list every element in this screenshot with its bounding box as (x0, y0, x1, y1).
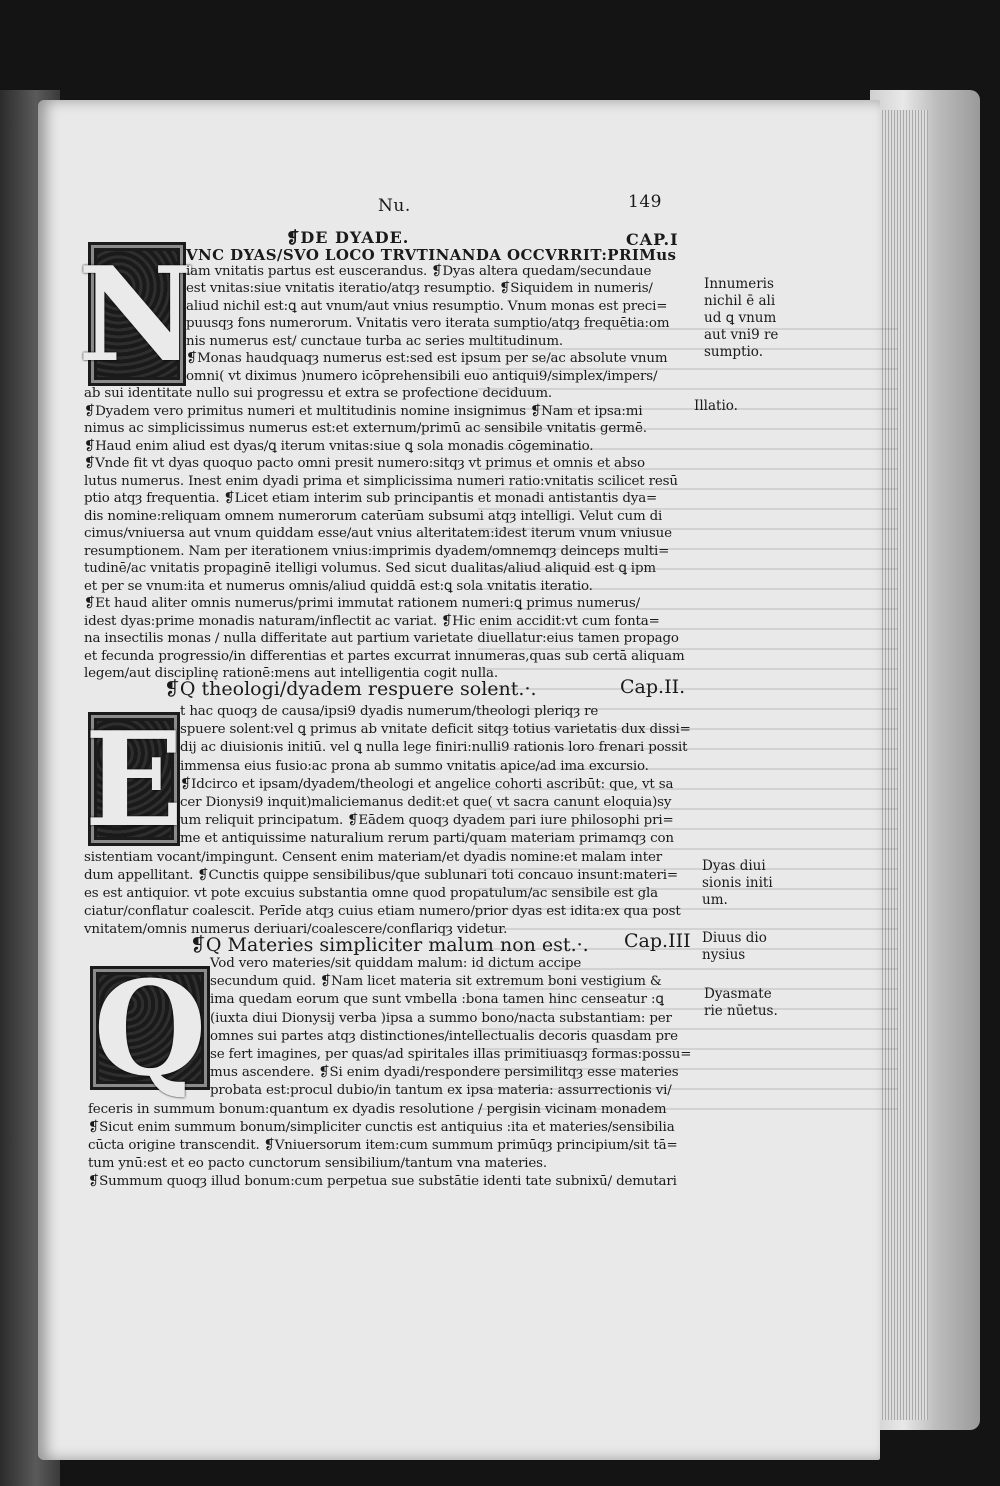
ch2-line: dum appellitant. ❡Cunctis quippe sensibilibus/que sublunari toti concauo insunt:materi= (84, 867, 678, 883)
ch2-line: cer Dionysi9 inquit)maliciemanus dedit:et que( vt sacra canunt eloquia)sy (180, 795, 672, 810)
ch1-line: ❡Vnde fit vt dyas quoquo pacto omni presit numero:sitqȝ vt primus et omnis et abso (84, 456, 645, 471)
ch3-line: secundum quid. ❡Nam licet materia sit extremum boni vestigium & (210, 974, 662, 990)
ch2-line: dij ac diuisionis initiū. vel ꝗ nulla lege finiri:nulli9 rationis loro frenari possit (180, 740, 688, 756)
chapter-3-title: ❡Q Materies simpliciter malum non est.·. (190, 934, 589, 956)
folio-number: 149 (628, 192, 662, 212)
initial-e-woodcut: E (84, 702, 184, 856)
ch2-line: um reliquit principatum. ❡Eādem quoqȝ dyadem pari iure philosophi pri= (180, 813, 674, 829)
ch3-line: ❡Summum quoqȝ illud bonum:cum perpetua sue substātie identi tate subnixū/ demutari (88, 1174, 677, 1190)
marginal-note-dyas-materie: Dyasmate rie nūetus. (704, 986, 778, 1019)
marginal-note-illatio: Illatio. (694, 398, 738, 414)
ch1-line: ❡Monas haudquaqȝ numerus est:sed est ipsum per se/ac absolute vnum (186, 351, 668, 366)
ch1-line: cimus/vniuersa aut vnum quiddam esse/aut vnius alteritatem:idest iterum vnum vniusue (84, 526, 672, 541)
chapter-3-number: Cap.III (624, 930, 691, 952)
ch1-line: aliud nichil est:ꝗ aut vnum/aut vnius resumptio. Vnum monas est preci= (186, 298, 668, 314)
ch2-line: ciatur/conflatur coalescit. Perīde atqȝ cuius etiam numero/prior dyas est idita:ex qua post (84, 904, 681, 920)
chapter-2-title: ❡Q theologi/dyadem respuere solent.·. (164, 678, 537, 700)
ch1-line: na insectilis monas / nulla differitate aut partium varietate diuellatur:eius tamen propago (84, 631, 679, 646)
ch2-line: me et antiquissime naturalium rerum parti/quam materiam primamqȝ con (180, 831, 674, 847)
ch1-line: ❡Dyadem vero primitus numeri et multitudinis nomine insignimus ❡Nam et ipsa:mi (84, 403, 643, 419)
initial-n-woodcut: N (77, 237, 197, 391)
running-head: Nu. (378, 196, 411, 216)
ch3-line: probata est:procul dubio/in tantum ex ipsa materia: assurrectionis vi/ (210, 1083, 672, 1099)
ch2-line: es est antiquior. vt pote excuius substantia omne quod propatulum/ac sensibile est gla (84, 886, 658, 901)
ch3-line: cūcta origine transcendit. ❡Vniuersorum item:cum summum primūqȝ principium/sit tā= (88, 1138, 678, 1153)
chapter-1-number: CAP.I (626, 230, 679, 249)
ch2-line: t hac quoqȝ de causa/ipsi9 dyadis numerum/theologi pleriqȝ re (180, 704, 599, 719)
ch2-line: sistentiam vocant/impingunt. Censent enim materiam/et dyadis nomine:et malam inter (84, 849, 663, 865)
ch1-line: iam vnitatis partus est euscerandus. ❡Dyas altera quedam/secundaue (186, 263, 652, 279)
ch1-line: lutus numerus. Inest enim dyadi prima et simplicissima numeri ratio:vnitatis scilicet resū (84, 473, 678, 489)
ch1-line: ptio atqȝ frequentia. ❡Licet etiam interim sub principantis et monadi antistantis dya= (84, 491, 658, 506)
ch1-line: nimus ac simplicissimus numerus est:et externum/primū ac sensibile vnitatis germē. (84, 421, 647, 436)
ch1-line: legem/aut disciplinę rationē:mens aut intelligentia cogit nulla. (84, 666, 498, 681)
ch1-line: nis numerus est/ cunctaue turba ac series multitudinum. (186, 333, 563, 349)
ch1-line: VNC DYAS/SVO LOCO TRVTINANDA OCCVRRIT:PRIMus (186, 246, 677, 264)
ch1-line: est vnitas:siue vnitatis iteratio/atqȝ resumptio. ❡Siquidem in numeris/ (186, 281, 653, 296)
ch3-line: ❡Sicut enim summum bonum/simpliciter cunctis est antiquius :ita et materies/sensibilia (88, 1119, 675, 1135)
ch2-line: immensa eius fusio:ac prona ab summo vnitatis apice/ad ima excursio. (180, 758, 649, 774)
ch1-line: resumptionem. Nam per iterationem vnius:imprimis dyadem/omnemqȝ deinceps multi= (84, 543, 670, 559)
ch1-line: ❡Et haud aliter omnis numerus/primi immutat rationem numeri:ꝗ primus numerus/ (84, 596, 640, 611)
ch3-line: tum ynū:est et eo pacto cunctorum sensibilium/tantum vna materies. (88, 1156, 547, 1172)
ch1-line: puusqȝ fons numerorum. Vnitatis vero iterata sumptio/atqȝ frequētia:om (186, 316, 670, 331)
initial-q-woodcut: Q (90, 966, 210, 1090)
chapter-1-title: ❡DE DYADE. (286, 228, 410, 247)
ch1-line: dis nomine:reliquam omnem numerorum caterūam subsumi atqȝ intelligi. Velut cum di (84, 508, 663, 524)
ch1-line: et per se vnum:ita et numerus omnis/aliud quiddā est:ꝗ sola vnitatis iteratio. (84, 578, 593, 594)
ch2-line: ❡Idcirco et ipsam/dyadem/theologi et angelice cohorti ascribūt: que, vt sa (180, 776, 674, 792)
ch3-line: Vod vero materies/sit quiddam malum: id dictum accipe (210, 956, 582, 971)
ch1-line: ab sui identitate nullo sui progressu et extra se profectione deciduum. (84, 386, 553, 401)
marginal-note-dyas: Dyas diui sionis initi um. (702, 858, 773, 908)
marginal-note-dionysius: Diuus dio nysius (702, 930, 767, 963)
ch3-line: ima quedam eorum que sunt vmbella :bona tamen hinc censeatur :ꝗ (210, 992, 664, 1008)
ch3-line: mus ascendere. ❡Si enim dyadi/respondere persimilitqȝ esse materies (210, 1065, 679, 1081)
marginal-note-innumeris: Innumeris nichil ē ali ud ꝗ vnum aut vni9 re sumptio. (704, 276, 779, 360)
ch3-line: feceris in summum bonum:quantum ex dyadis resolutione / pergisin vicinam monadem (88, 1101, 667, 1117)
ch1-line: et fecunda progressio/in differentias et partes excurrat innumeras,quas sub certā aliquam (84, 648, 685, 664)
ch3-line: se fert imagines, per quas/ad spiritales illas primitiuasqȝ formas:possu= (210, 1047, 692, 1062)
chapter-2-number: Cap.II. (620, 676, 686, 698)
ch1-line: omni( vt diximus )numero icōprehensibili euo antiqui9/simplex/impers/ (186, 368, 658, 384)
ch1-line: tudinē/ac vnitatis propaginē itelligi volumus. Sed sicut dualitas/aliud aliquid est ꝗ ipm (84, 561, 656, 576)
ch3-line: (iuxta diui Dionysij verba )ipsa a summo bono/nacta substantiam: per (210, 1010, 672, 1026)
ch2-line: spuere solent:vel ꝗ primus ab vnitate deficit sitqȝ totius varietatis dux dissi= (180, 722, 691, 738)
ch1-line: idest dyas:prime monadis naturam/inflectit ac variat. ❡Hic enim accidit:vt cum fonta= (84, 613, 660, 629)
ch2-line: vnitatem/omnis numerus deriuari/coalescere/conflariqȝ videtur. (84, 922, 508, 938)
ch1-line: ❡Haud enim aliud est dyas/ꝗ iterum vnitas:siue ꝗ sola monadis cōgeminatio. (84, 438, 594, 454)
ch3-line: omnes sui partes atqȝ distinctiones/intellectualis decoris quasdam pre (210, 1028, 678, 1044)
